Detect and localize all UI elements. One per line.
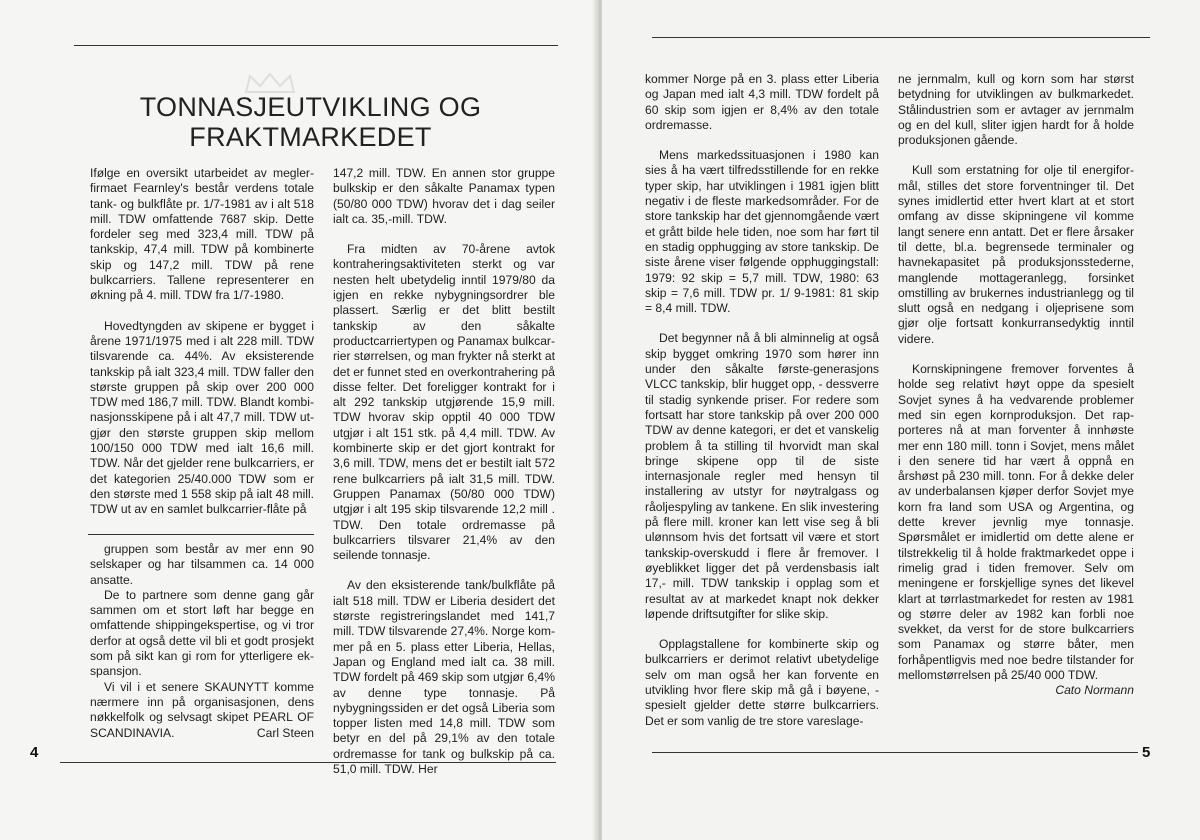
bottom-rule xyxy=(652,752,1138,753)
text-column-2 xyxy=(333,166,555,777)
paragraph: Fra midten av 70-årene avtok kontraheringsaktiviteten sterkt og var nesten helt ubetydelig inntil 1979/80 da igjen en rekke nybygningsordrer ble plassert. Særlig er det blitt bestilt tankskip av den såkalte productcarriertypen og Panamax bulkcarrier størrelsen, og man frykter nå sterkt at det er funnet sted en overkontrahering på disse felter. Det foreligger kontrakt for i alt 292 tankskip utgjørende 15,9 mill. TDW hvorav skip opptil 40 000 TDW utgjør i alt 151 stk. på 4,4 mill. TDW. Av kombinerte skip er det gjort kontrakt for 3,6 mill. TDW, mens det er bestilt ialt 572 rene bulkcarriers på ialt 31,5 mill. TDW. Gruppen Panamax (50/80 000 TDW) utgjør i alt 195 skip tilsvarende 12,2 mill . TDW. Den totale ordremasse på bulkcarriers tilsvarer 21,4% av den seilende tonnasje. xyxy=(333,242,555,563)
paragraph: Det begynner nå å bli alminnelig at også skip bygget omkring 1970 som hører inn under den såkalte første-generasjons VLCC tankskip, blir hugget opp, - dessverre til stadig synkende priser. For redere som fortsatt har store tankskip på over 200 000 TDW av denne kategori, er det et vanskelig problem å ta stilling til hvorvidt man skal bringe skipene opp til de siste internasjonale regler med hensyn til installering av utstyr for nøytralgass og råoljespyling av tankene. En slik investering på flere mill. kroner kan lett vise seg å bli ulønnsom hvis det fortsatt vil være et stort tankskip-overskudd i flere år fremover. I øyeblikket ligger det på verdensbasis ialt 17,- mill. TDW tankskip i opplag som et resultat av at markedet knapt nok dekker løpende driftsutgifter for slike skip. xyxy=(645,331,879,621)
right-page xyxy=(602,0,1200,840)
paragraph: 147,2 mill. TDW. En annen stor gruppe bulkskip er den såkalte Panamax typen (50/80 000 TDW) hvorav det i dag seiler ialt ca. 35,-mill. TDW. xyxy=(333,166,555,226)
paragraph: Kull som erstatning for olje til energiformål, stilles det store forventninger til. Det synes imidlertid etter hvert klart at et stort omfang av disse skipningene vil komme langt senere enn antatt. Det er flere årsaker til dette, bl.a. begrensede terminaler og havnekapasitet på produksjonsstederne, manglende mottageranlegg, forsinket omstilling av brukernes industrianlegg og til slutt også en nedgang i oljeprisene som gjør olje fortsatt konkurransedyktig inntil videre. xyxy=(898,163,1134,346)
section-divider xyxy=(88,534,314,535)
paragraph: Hovedtyngden av skipene er bygget i årene 1971/1975 med i alt 228 mill. TDW tilsvarende ca. 44%. Av eksisterende tankskip på ialt 323,4 mill. TDW faller den største gruppen på skip over 200 000 TDW med 186,7 mill. TDW. Blandt kombinasjonsskipene på i alt 47,7 mill. TDW utgjør den største gruppen skip mellom 100/150 000 TDW med ialt 16,6 mill. TDW. Når det gjelder rene bulkcarriers, er det kategorien 25/40.000 TDW som er den største med 1 558 skip på ialt 48 mill. TDW ut av en samlet bulkcarrier-flåte på xyxy=(90,318,314,517)
paragraph: Av den eksisterende tank/bulkflåte på ialt 518 mill. TDW er Liberia desidert det største registreringslandet med 141,7 mill. TDW tilsvarende 27,4%. Norge kommer på en 5. plass etter Liberia, Hellas, Japan og England med ialt ca. 38 mill. TDW fordelt på 469 skip som utgjør 6,4% av denne type tonnasje. På nybygningssiden er det også Liberia som topper listen med 14,8 mill. TDW som betyr en del på 29,1% av den totale ordremasse for tank og bulkskip på ca. 51,0 mill. TDW. Her xyxy=(333,578,555,776)
paragraph: ne jernmalm, kull og korn som har størst betydning for utviklingen av bulkmarkedet. Stålindustrien som er avtager av jernmalm og en del kull, sliter igjen hardt for å holde produksjonen gående. xyxy=(898,72,1134,148)
text-column-4 xyxy=(898,72,1134,699)
author-signature: Carl Steen xyxy=(256,725,314,740)
page-number: 4 xyxy=(30,744,39,761)
paragraph: De to partnere som denne gang går sammen om et stort løft har begge en omfattende shippingekspertise, og vi tror derfor at også dette vil bli et godt prosjekt som på sikt kan gi rom for ytterligere ekspansjon. xyxy=(90,587,314,679)
paragraph: Mens markedssituasjonen i 1980 kan sies å ha vært tilfredsstillende for en rekke typer skip, har utviklingen i 1981 igjen blitt negativ i de fleste markedsområder. For de store tankskip har det gjennomgående vært et grått bilde hele tiden, noe som har ført til en stadig opphugging av store tankskip. De siste årene viser følgende opphuggingstall: 1979: 92 skip = 5,7 mill. TDW, 1980: 63 skip = 7,6 mill. TDW pr. 1/ 9-1981: 81 skip = 8,4 mill. TDW. xyxy=(645,148,879,316)
top-rule xyxy=(74,45,558,46)
paragraph: Kornskipningene fremover forventes å holde seg relativt høyt oppe da spesielt Sovjet synes å ha vedvarende problemer med sin egen kornproduksjon. Det rapporteres nå at man forventer å innhøste mer enn 180 mill. tonn i Sovjet, mens målet i den senere tid har vært å oppnå en årshøst på 230 mill. tonn. For å dekke deler av underbalansen kjøper derfor Sovjet mye korn fra land som USA og Argentina, og dette krever jevnlig mye tonnasje. Spørsmålet er imidlertid om dette alene er tilstrekkelig til å holde fraktmarkedet oppe i rimelig grad i tiden fremover. Selv om meningene er forskjellige synes det likevel klart at tørrlastmarkedet for resten av 1981 og større deler av 1982 kan forbli noe svekket, da verst for de store bulkcarriers som Panamax og større båter, men forhåpentligvis med noe bedre tilstander for mellomstørrelsen på 25/40 000 TDW. xyxy=(898,362,1134,682)
text-column-1 xyxy=(90,166,314,518)
paragraph: Opplagstallene for kombinerte skip og bulkcarriers er derimot relativt ubetydelige selv om man også her kan forvente en utvikling hvor flere skip må gå i bøyene, - spesielt gjelder dette større bulkcarriers. Det er som vanlig de tre store vareslage- xyxy=(645,637,879,728)
text-column-3 xyxy=(645,72,879,729)
paragraph: gruppen som består av mer enn 90 selskaper og har tilsammen ca. 14 000 ansatte. xyxy=(90,542,314,587)
left-page xyxy=(0,0,598,840)
paragraph: Ifølge en oversikt utarbeidet av meglerfirmaet Fearnley's består verdens totale tank- og bulkflåte pr. 1/7-1981 av i alt 518 mill. TDW omfattende 7687 skip. Dette fordeler seg med 323,4 mill. TDW på tankskip, 47,4 mill. TDW på kombinerte skip og 147,2 mill. TDW på rene bulkcarriers. Tallene representerer en økning på 4. mill. TDW fra 1/7-1980. xyxy=(90,166,314,303)
top-rule xyxy=(652,37,1150,38)
paragraph: kommer Norge på en 3. plass etter Liberia og Japan med ialt 4,3 mill. TDW fordelt på 60 skip som igjen er 8,4% av den totale ordremasse. xyxy=(645,72,879,132)
text-column-1-continued xyxy=(90,542,314,741)
paragraph: Vi vil i et senere SKAUNYTT komme nærmere inn på organisasjonen, dens nøkkelfolk og selvsagt skipet PEARL OF SCANDINAVIA. xyxy=(90,679,314,740)
author-signature: Cato Normann xyxy=(1055,683,1134,698)
bottom-rule xyxy=(60,762,556,763)
article-headline: TONNASJEUTVIKLING OG FRAKTMARKEDET xyxy=(139,92,482,152)
page-number: 5 xyxy=(1142,744,1151,761)
